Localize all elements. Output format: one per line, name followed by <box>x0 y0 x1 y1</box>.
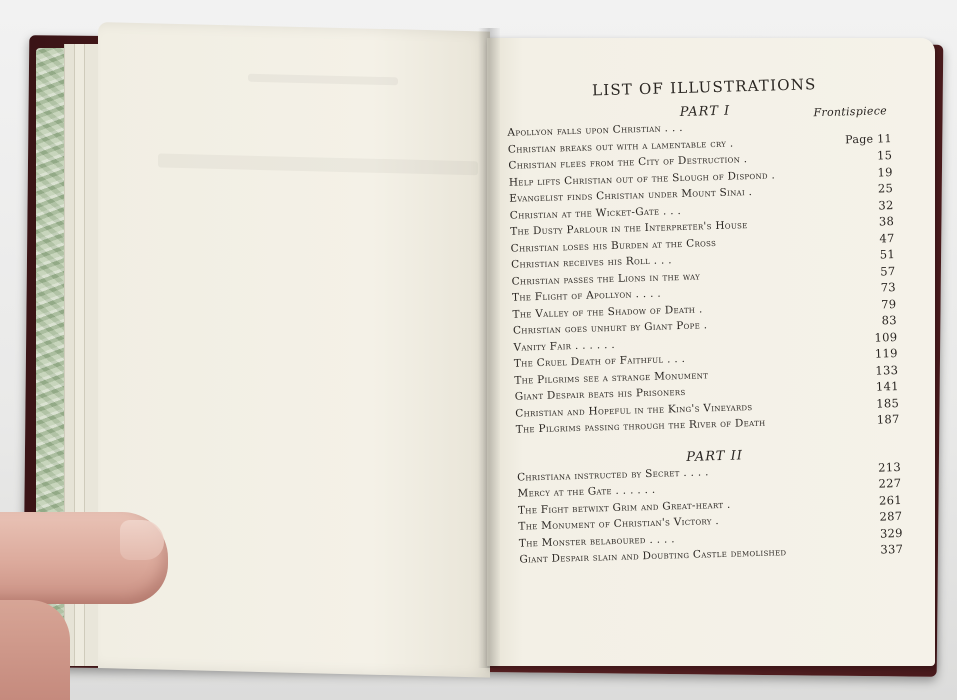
page-number: 133 <box>875 362 899 378</box>
thumb <box>0 502 170 612</box>
illustration-title: Christian at the Wicket-Gate . . . <box>509 204 682 222</box>
page-number: 79 <box>880 296 897 311</box>
illustration-title: Christian passes the Lions in the way <box>511 269 701 288</box>
page-number: 227 <box>878 475 902 491</box>
illustration-title: Vanity Fair . . . . . . <box>513 338 616 354</box>
illustration-title: Christian breaks out with a lamentable cry . <box>507 137 734 156</box>
page-number: 287 <box>879 508 903 524</box>
page-number: 337 <box>880 541 904 557</box>
illustration-title: Evangelist finds Christian under Mount Sinai . <box>509 186 753 205</box>
part-heading: PART II <box>686 447 744 465</box>
illustration-title: The Fight betwixt Grim and Great-heart . <box>517 498 731 517</box>
page-number: 25 <box>877 181 894 196</box>
toc-title: LIST OF ILLUSTRATIONS <box>591 75 817 100</box>
thumbnail <box>120 520 164 560</box>
illustration-title: The Pilgrims passing through the River of Death <box>515 416 766 436</box>
page-number: 57 <box>880 263 896 278</box>
hand <box>0 600 70 700</box>
illustration-title: The Flight of Apollyon . . . . <box>511 287 662 304</box>
page-number: 187 <box>876 411 900 427</box>
book-gutter <box>478 28 500 668</box>
page-number: Page 11 <box>844 131 892 146</box>
illustration-title: Apollyon falls upon Christian . . . <box>507 121 683 139</box>
illustration-title: The Valley of the Shadow of Death . <box>512 302 703 321</box>
part-heading: PART I <box>679 103 731 120</box>
illustration-title: Giant Despair slain and Doubting Castle demolished <box>519 546 787 566</box>
page-number: 47 <box>879 230 895 245</box>
illustration-title: The Pilgrims see a strange Monument <box>514 368 709 387</box>
page-number: 15 <box>876 148 893 163</box>
page-number: 213 <box>877 459 902 475</box>
page-number: 109 <box>874 329 898 345</box>
frontispiece-label: Frontispiece <box>813 104 888 120</box>
illustration-title: The Monument of Christian's Victory . <box>518 515 720 533</box>
illustration-title: Christian flees from the City of Destruction . <box>508 153 748 172</box>
illustration-title: The Cruel Death of Faithful . . . <box>513 352 686 370</box>
page-number: 261 <box>878 492 903 508</box>
page-number: 83 <box>881 313 898 328</box>
illustration-title: Mercy at the Gate . . . . . . <box>517 483 656 500</box>
page-number: 32 <box>878 197 894 212</box>
page-number: 19 <box>877 164 893 179</box>
illustration-title: Christiana instructed by Secret . . . . <box>516 465 709 484</box>
show-through-text <box>248 74 398 86</box>
illustration-title: Christian loses his Burden at the Cross <box>510 236 717 255</box>
illustration-title: Christian goes unhurt by Giant Pope . <box>512 319 708 337</box>
illustration-title: The Dusty Parlour in the Interpreter's House <box>510 219 748 238</box>
page-number: 38 <box>878 214 895 229</box>
illustration-title: The Monster belaboured . . . . <box>518 532 675 550</box>
page-number: 51 <box>879 247 896 262</box>
page-number: 329 <box>879 525 903 541</box>
page-number: 141 <box>875 378 899 394</box>
page-number: 73 <box>880 280 897 295</box>
illustration-title: Christian and Hopeful in the King's Vineyards <box>515 400 753 420</box>
page-number: 119 <box>874 346 898 361</box>
illustration-title: Help lifts Christian out of the Slough of Dispond . <box>508 168 776 189</box>
page-number: 185 <box>876 395 900 411</box>
illustrations-list <box>500 69 904 570</box>
illustration-title: Christian receives his Roll . . . <box>510 254 672 271</box>
show-through-text <box>158 153 478 175</box>
illustration-title: Giant Despair beats his Prisoners <box>514 385 686 403</box>
part2-list <box>511 460 904 570</box>
